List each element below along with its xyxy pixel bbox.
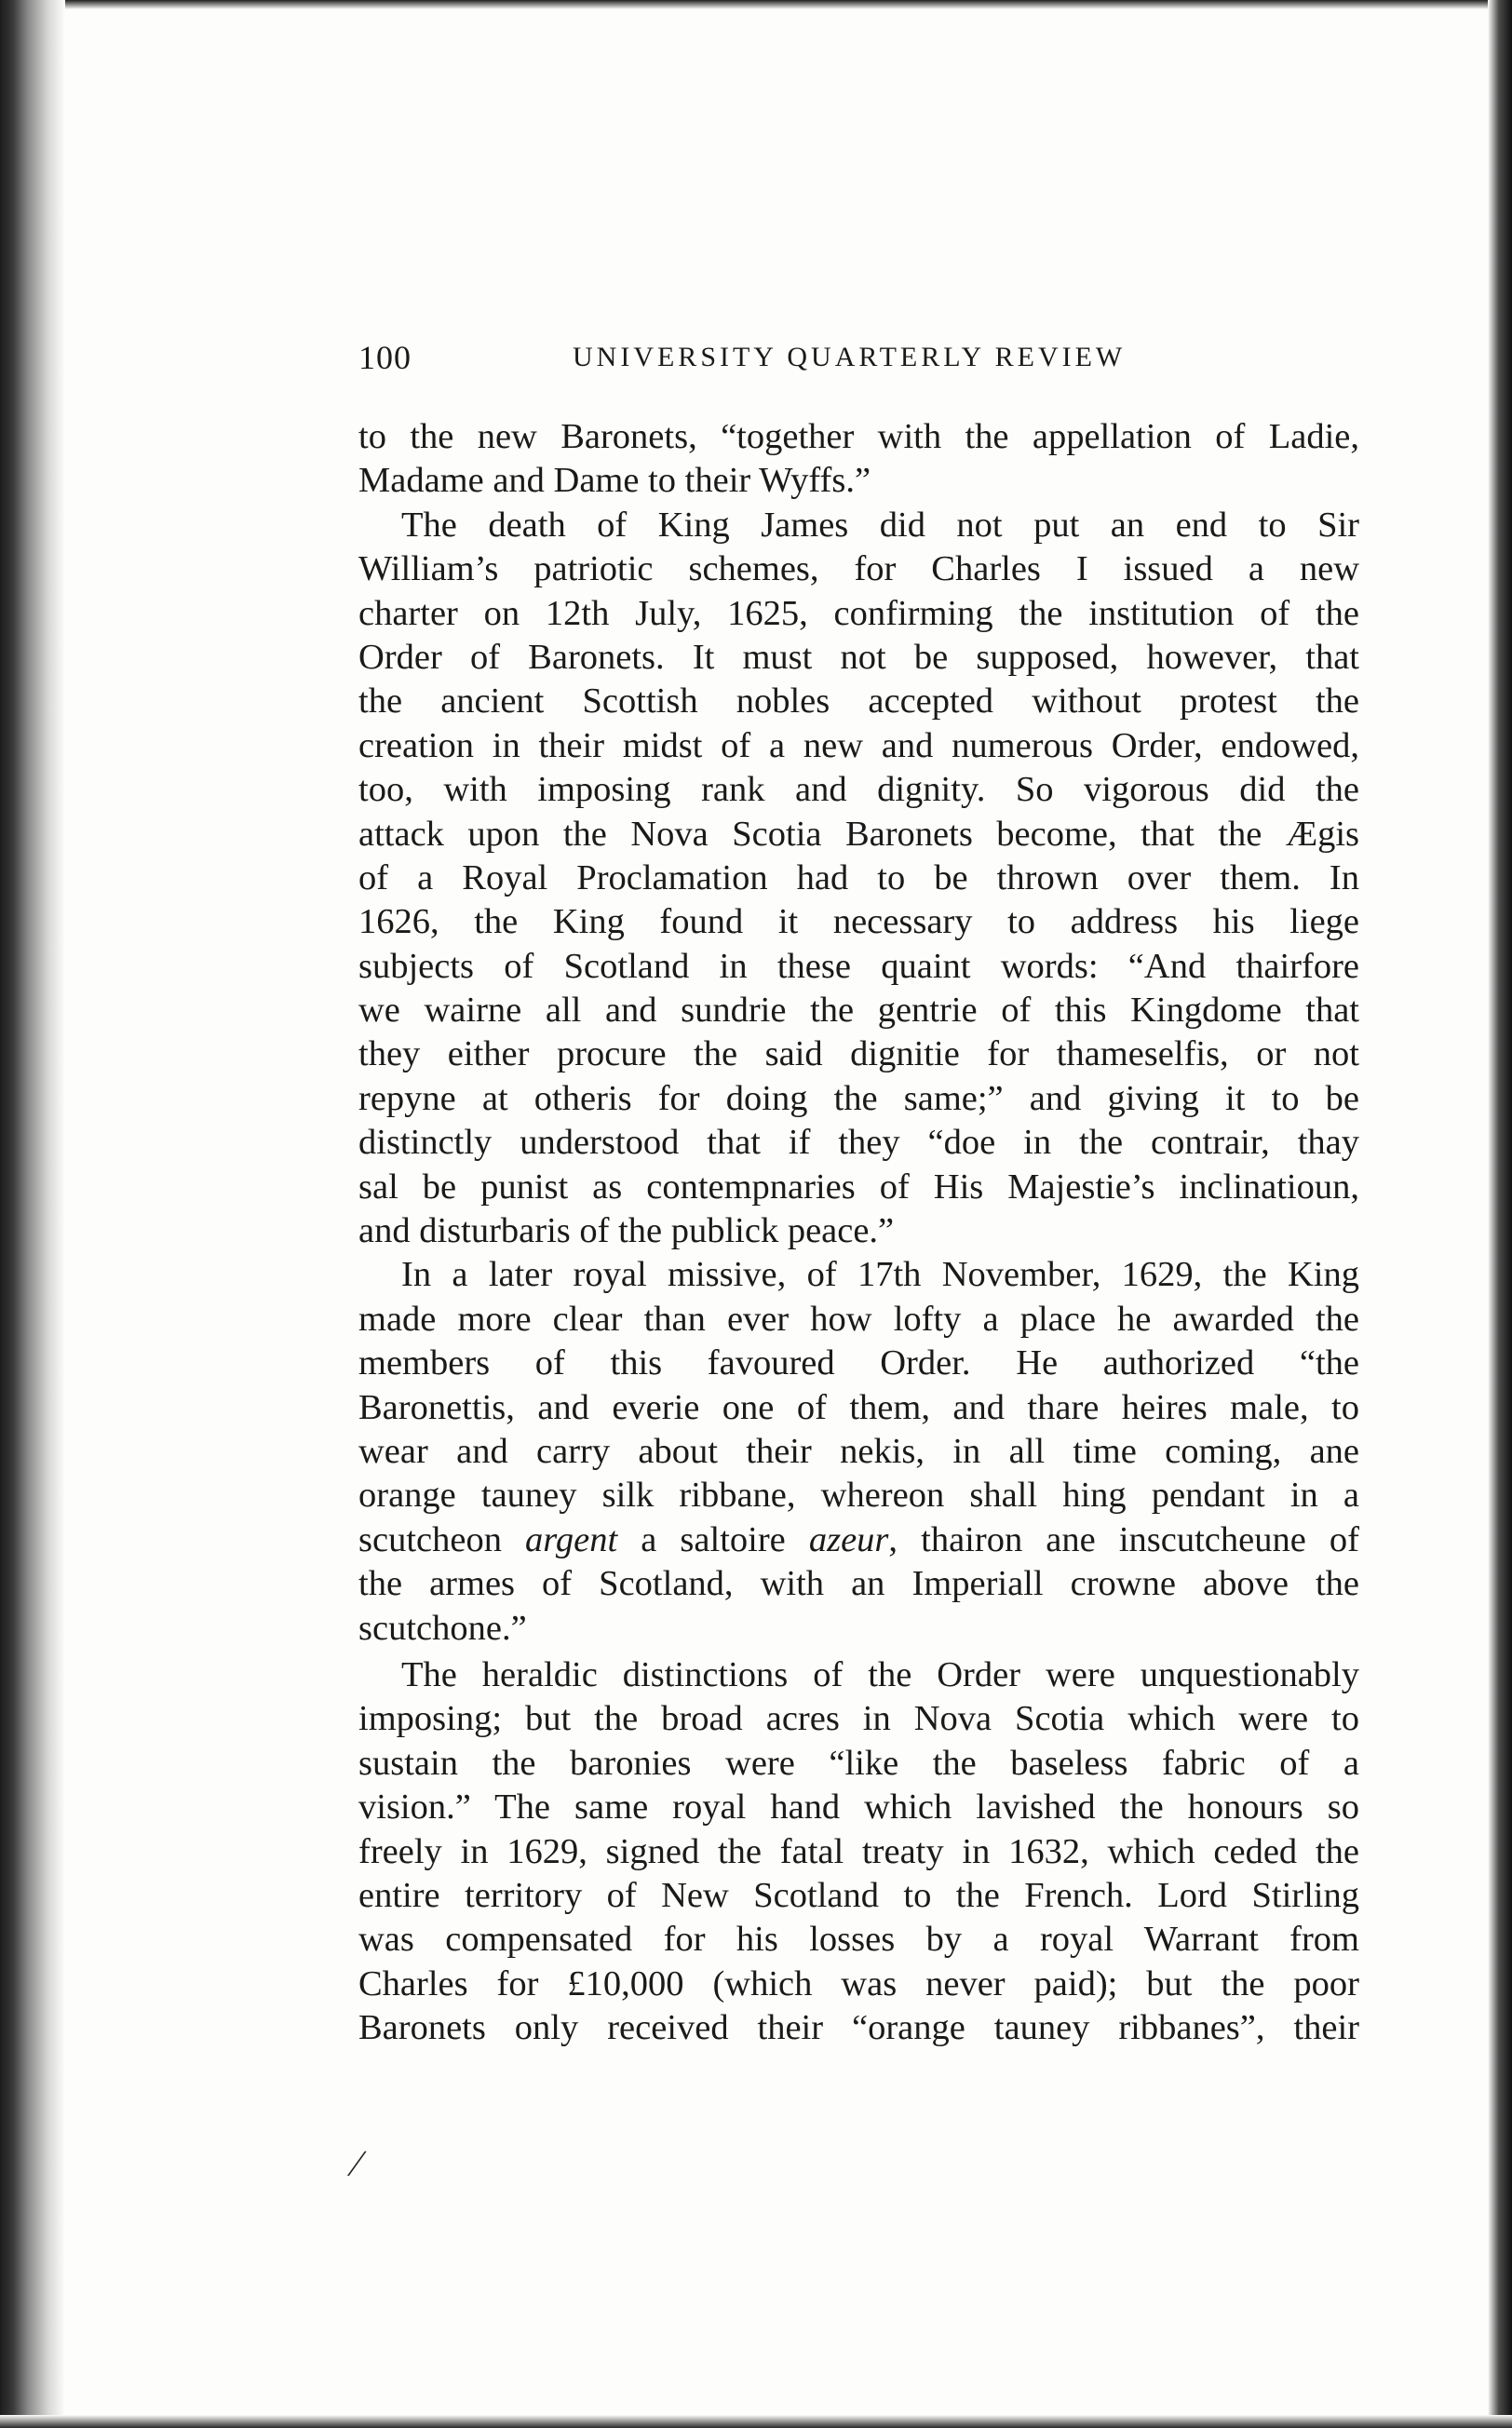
page-right-edge <box>1488 0 1512 2428</box>
text-line: they either procure the said dignitie for thameselfis, or not <box>358 1034 1359 1074</box>
text-line: attack upon the Nova Scotia Baronets become, that the Ægis <box>358 814 1359 854</box>
text-line: the ancient Scottish nobles accepted without protest the <box>358 681 1359 722</box>
text-line: The death of King James did not put an end to Sir <box>401 505 1359 545</box>
text-line: Madame and Dame to their Wyffs.” <box>358 461 871 501</box>
running-head: UNIVERSITY QUARTERLY REVIEW <box>573 342 1127 372</box>
book-spine-shadow <box>0 0 65 2428</box>
text-line: Charles for £10,000 (which was never paid); but the poor <box>358 1963 1359 2003</box>
text-line: William’s patriotic schemes, for Charles I issued a new <box>358 549 1359 589</box>
text-line: subjects of Scotland in these quaint words: “And thairfore <box>358 946 1359 986</box>
text-line: creation in their midst of a new and numerous Order, endowed, <box>358 725 1359 765</box>
text-line: In a later royal missive, of 17th November, 1629, the King <box>401 1255 1359 1295</box>
text-line: of a Royal Proclamation had to be thrown over them. In <box>358 857 1359 897</box>
text-line: The heraldic distinctions of the Order were unquestionably <box>401 1654 1359 1694</box>
page-top-shadow <box>0 0 1512 9</box>
text-line: the armes of Scotland, with an Imperiall crowne above the <box>358 1564 1359 1604</box>
text-line: distinctly understood that if they “doe in the contrair, thay <box>358 1123 1359 1163</box>
text-line: members of this favoured Order. He authorized “the <box>358 1343 1359 1383</box>
italic-term: azeur <box>808 1519 889 1559</box>
text-line: imposing; but the broad acres in Nova Scotia which were to <box>358 1699 1359 1739</box>
text-line: 1626, the King found it necessary to address his liege <box>358 902 1359 942</box>
text-line: made more clear than ever how lofty a place he awarded the <box>358 1299 1359 1339</box>
italic-term: argent <box>525 1519 618 1559</box>
text-line: charter on 12th July, 1625, confirming the institution of the <box>358 593 1359 633</box>
text-line: scutcheon argent a saltoire azeur, thairon ane inscutcheune of <box>358 1519 1359 1559</box>
stray-pen-mark: ∕ <box>354 2142 360 2184</box>
text-line: Baronets only received their “orange tauney ribbanes”, their <box>358 2008 1359 2048</box>
text-line: we wairne all and sundrie the gentrie of this Kingdome that <box>358 991 1359 1031</box>
page-header <box>358 338 1359 384</box>
text-line: to the new Baronets, “together with the appellation of Ladie, <box>358 417 1359 456</box>
page-bottom-shadow <box>0 2415 1512 2428</box>
text-line: and disturbaris of the publick peace.” <box>358 1211 895 1251</box>
text-line: Baronettis, and everie one of them, and thare heires male, to <box>358 1387 1359 1427</box>
text-line: repyne at otheris for doing the same;” and giving it to be <box>358 1078 1359 1118</box>
text-line: wear and carry about their nekis, in all time coming, ane <box>358 1431 1359 1471</box>
text-line: sustain the baronies were “like the baseless fabric of a <box>358 1743 1359 1783</box>
text-line: was compensated for his losses by a royal Warrant from <box>358 1920 1359 1960</box>
text-line: vision.” The same royal hand which lavished the honours so <box>358 1787 1359 1828</box>
text-line: scutchone.” <box>358 1608 527 1648</box>
text-line: orange tauney silk ribbane, whereon shall hing pendant in a <box>358 1476 1359 1516</box>
page-number: 100 <box>358 339 412 376</box>
text-line: entire territory of New Scotland to the French. Lord Stirling <box>358 1875 1359 1915</box>
body-text <box>358 415 1359 2050</box>
text-line: too, with imposing rank and dignity. So vigorous did the <box>358 770 1359 810</box>
text-line: freely in 1629, signed the fatal treaty in 1632, which ceded the <box>358 1831 1359 1871</box>
text-line: sal be punist as contempnaries of His Majestie’s inclinatioun, <box>358 1167 1359 1207</box>
text-line: Order of Baronets. It must not be supposed, however, that <box>358 637 1359 677</box>
